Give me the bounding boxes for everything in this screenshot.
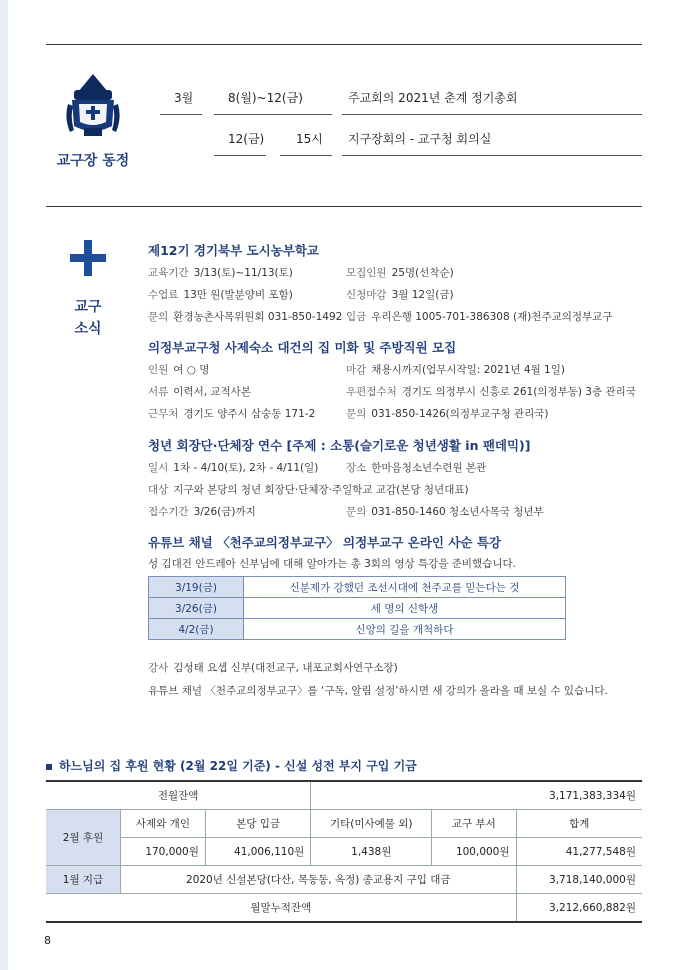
schedule-rule — [214, 155, 266, 156]
end-balance-value: 3,212,660,882원 — [516, 894, 642, 923]
schedule-rule — [342, 155, 642, 156]
bishop-schedule-title: 교구장 동정 — [56, 153, 130, 169]
donation-value: 170,000원 — [121, 838, 206, 866]
youtube-lecture-heading: 유튜브 채널 〈천주교의정부교구〉 의정부교구 온라인 사순 특강 — [148, 535, 501, 550]
schedule-rule — [214, 114, 332, 115]
info-row: 일시 1차 - 4/10(토), 2차 - 4/11(일) — [148, 462, 319, 474]
donation-table — [46, 780, 642, 923]
schedule-date: 12(금) — [228, 132, 265, 146]
schedule-time: 15시 — [296, 132, 323, 146]
info-row: 문의 031-850-1426(의정부교구청 관리국) — [346, 408, 549, 420]
info-row: 접수기간 3/26(금)까지 — [148, 506, 256, 518]
info-row: 근무처 경기도 양주시 삼숭동 171-2 — [148, 408, 316, 420]
schedule-event: 주교회의 2021년 춘계 정기총회 — [348, 91, 518, 105]
lecture-topic: 세 명의 신학생 — [244, 598, 566, 619]
lecture-intro: 성 김대건 안드레아 신부님에 대해 알아가는 총 3회의 영상 특강을 준비했습니다. — [148, 558, 516, 570]
table-row — [46, 866, 642, 894]
lecture-schedule-table — [148, 576, 566, 640]
info-row: 우편접수처 경기도 의정부시 신흥로 261(의정부동) 3층 관리국 — [346, 386, 636, 398]
column-header: 합계 — [516, 810, 642, 838]
lecture-topic: 신분제가 강했던 조선시대에 천주교를 믿는다는 것 — [244, 577, 566, 598]
info-row: 인원 여 ○ 명 — [148, 364, 210, 376]
table-row — [149, 577, 566, 598]
schedule-event: 지구장회의 - 교구청 회의실 — [348, 132, 492, 146]
donation-title: 하느님의 집 후원 현황 (2월 22일 기준) - 신설 성전 부지 구입 기금 — [46, 757, 417, 774]
schedule-month: 3월 — [174, 91, 194, 105]
diocese-crest-icon — [62, 70, 124, 142]
info-row: 마감 채용시까지(업무시작일: 2021년 4월 1일) — [346, 364, 565, 376]
lecture-date: 3/19(금) — [149, 577, 244, 598]
table-row — [46, 838, 642, 866]
donation-value: 100,000원 — [432, 838, 516, 866]
info-row: 모집인원 25명(선착순) — [346, 267, 454, 279]
schedule-rule — [160, 114, 202, 115]
info-row: 문의 환경농촌사목위원회 031-850-1492 — [148, 311, 343, 323]
section-divider — [46, 44, 642, 45]
info-row: 입금 우리은행 1005-701-386308 (재)천주교의정부교구 — [346, 311, 613, 323]
column-header: 사제와 개인 — [121, 810, 206, 838]
jan-payment-amount: 3,718,140,000원 — [516, 866, 642, 894]
info-row: 장소 한마음청소년수련원 본관 — [346, 462, 487, 474]
lecture-date: 3/26(금) — [149, 598, 244, 619]
donation-value: 41,006,110원 — [205, 838, 310, 866]
table-row — [46, 781, 642, 810]
bullet-square-icon — [46, 764, 52, 770]
table-row — [149, 598, 566, 619]
jan-payment-desc: 2020년 신설본당(다산, 목동동, 옥정) 종교용지 구입 대금 — [121, 866, 517, 894]
lecture-date: 4/2(금) — [149, 619, 244, 640]
table-row — [46, 810, 642, 838]
lecture-topic: 신앙의 길을 개척하다 — [244, 619, 566, 640]
youth-training-heading: 청년 회장단·단체장 연수 [주제 : 소통(슬기로운 청년생활 in 팬데믹)] — [148, 438, 531, 453]
farming-school-heading: 제12기 경기북부 도시농부학교 — [148, 243, 319, 258]
lecturer-row: 강사 김성태 요셉 신부(대전교구, 내포교회사연구소장) — [148, 662, 398, 674]
schedule-rule — [280, 155, 332, 156]
subscribe-note: 유튜브 채널 〈천주교의정부교구〉를 ‘구독, 알림 설정’하시면 새 강의가 올라올 때 보실 수 있습니다. — [148, 685, 608, 697]
column-header: 본당 입금 — [205, 810, 310, 838]
jan-payment-label: 1월 지급 — [46, 866, 121, 894]
info-row: 교육기간 3/13(토)~11/13(토) — [148, 267, 293, 279]
diocese-news-title: 교구 소식 — [74, 299, 102, 337]
info-row: 수업료 13만 원(발분양비 포함) — [148, 289, 293, 301]
feb-donation-label: 2월 후원 — [46, 810, 121, 866]
info-row: 신청마감 3월 12일(금) — [346, 289, 454, 301]
section-divider — [46, 206, 642, 207]
end-balance-label: 월말누적잔액 — [46, 894, 516, 923]
cross-plus-icon — [70, 240, 106, 276]
page-edge-band — [0, 0, 8, 970]
staff-recruit-heading: 의정부교구청 사제숙소 대건의 집 미화 및 주방직원 모집 — [148, 340, 457, 355]
info-row: 문의 031-850-1460 청소년사목국 청년부 — [346, 506, 544, 518]
page-number: 8 — [44, 934, 51, 947]
schedule-rule — [342, 114, 642, 115]
schedule-date: 8(월)~12(금) — [228, 91, 303, 105]
donation-total: 41,277,548원 — [516, 838, 642, 866]
info-row: 서류 이력서, 교적사본 — [148, 386, 251, 398]
donation-value: 1,438원 — [311, 838, 432, 866]
column-header: 교구 부서 — [432, 810, 516, 838]
prev-balance-value: 3,171,383,334원 — [311, 781, 642, 810]
table-row — [149, 619, 566, 640]
column-header: 기타(미사예물 외) — [311, 810, 432, 838]
info-row: 대상 지구와 본당의 청년 회장단·단체장·주일학교 교감(본당 청년대표) — [148, 484, 469, 496]
table-row — [46, 894, 642, 923]
prev-balance-label: 전월잔액 — [46, 781, 311, 810]
